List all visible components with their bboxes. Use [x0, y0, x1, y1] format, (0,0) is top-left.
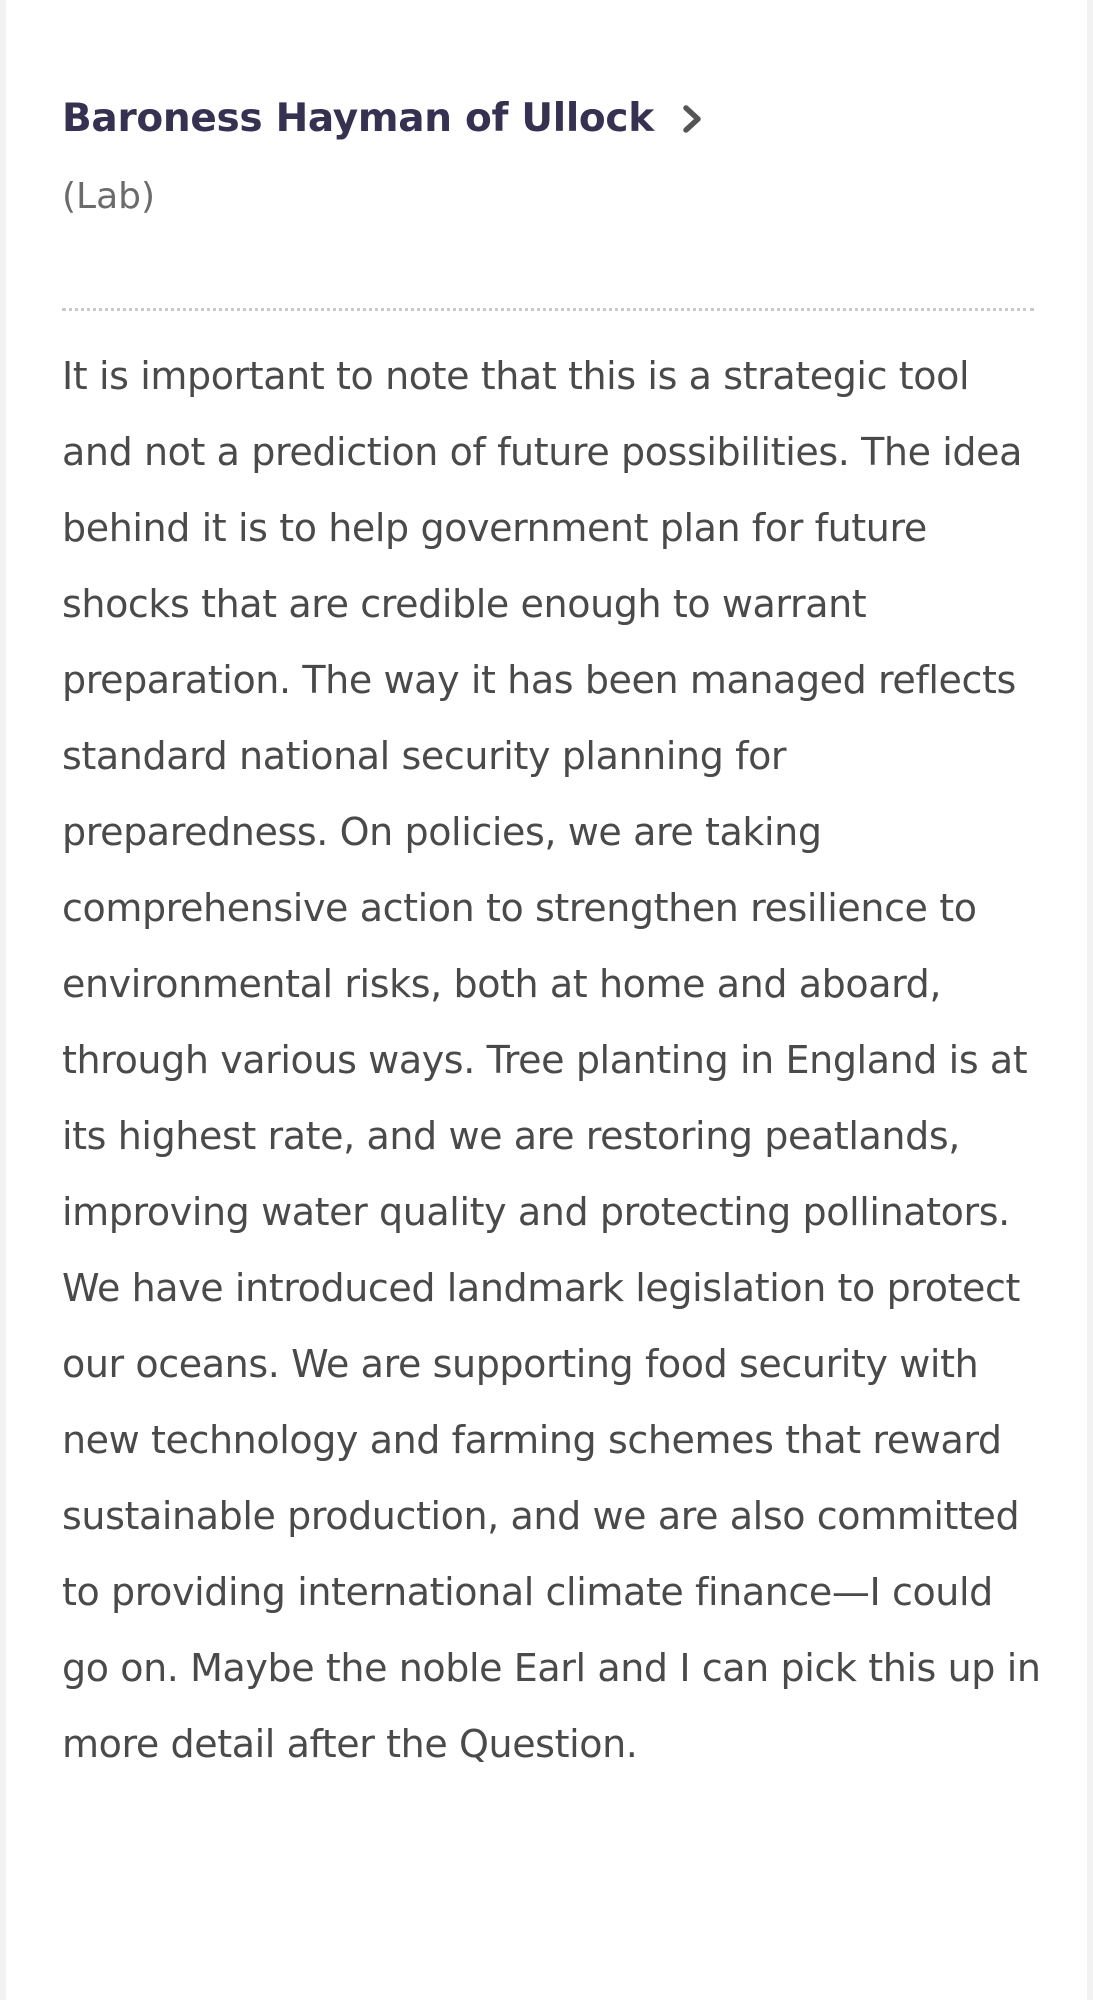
contribution-card [6, 0, 1087, 2000]
speaker-party: (Lab) [62, 176, 156, 217]
contribution-text: It is important to note that this is a strategic tool and not a prediction of future possibilities. The idea behind it is to help government plan for future shocks that are credible enough to warrant preparation. The way it has been managed reflects standard national security planning for preparedness. On policies, we are taking comprehensive action to strengthen resilience to environmental risks, both at home and aboard, through various ways. Tree planting in England is at its highest rate, and we are restoring peatlands, improving water quality and protecting pollinators. We have introduced landmark legislation to protect our oceans. We are supporting food security with new technology and farming schemes that reward sustainable production, and we are also committed to providing international climate finance—I could go on. Maybe the noble Earl and I can pick this up in more detail after the Question. [62, 354, 1041, 1766]
speaker-link[interactable] [62, 96, 706, 141]
divider [62, 308, 1034, 311]
chevron-right-icon [680, 101, 706, 137]
speaker-name: Baroness Hayman of Ullock [62, 96, 654, 141]
